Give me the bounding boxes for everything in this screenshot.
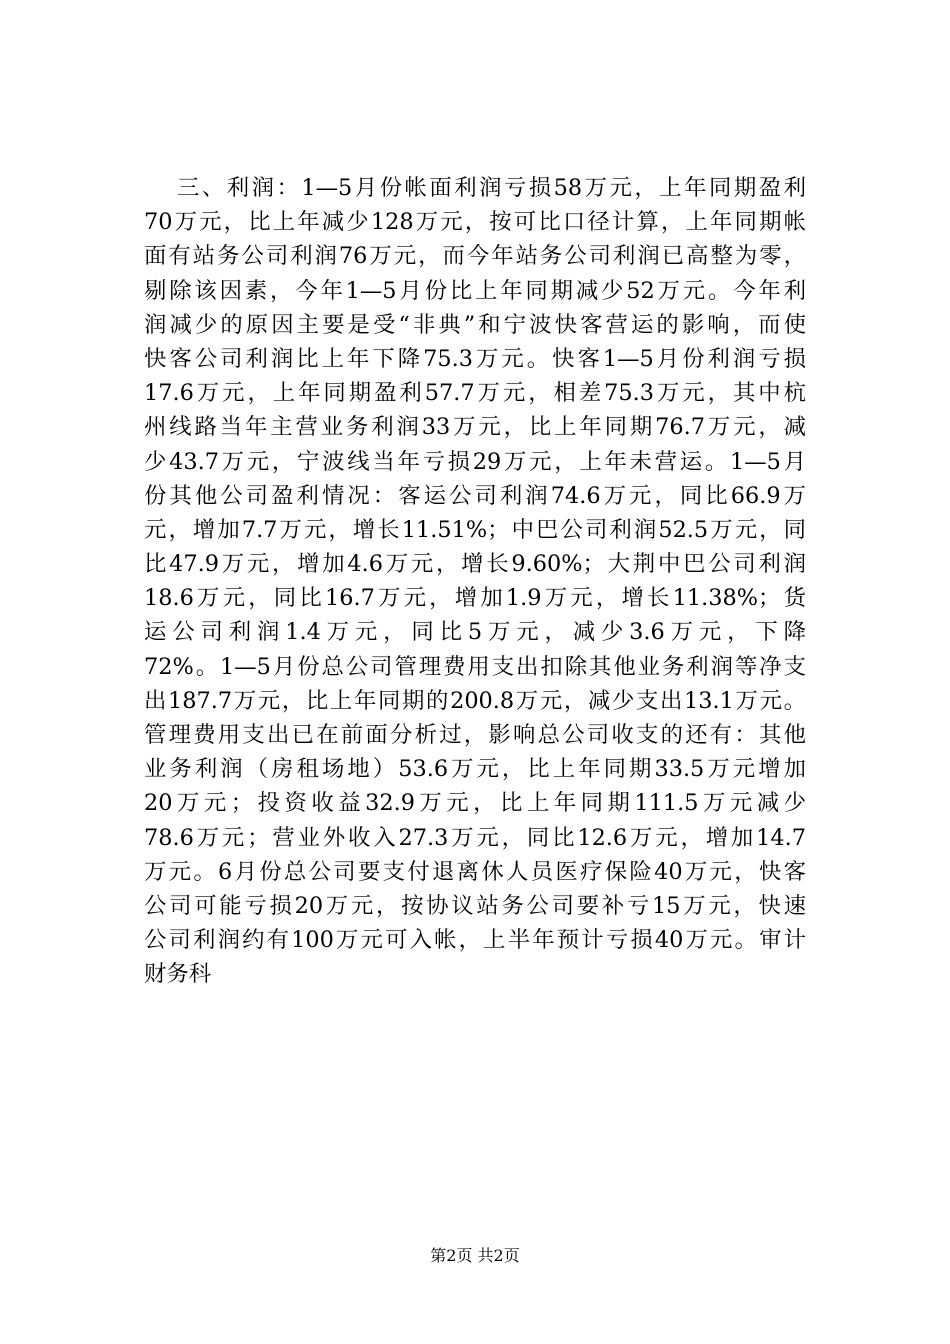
- paragraph-line: 公司利润约有100万元可入帐，上半年预计亏损40万元。审计: [144, 927, 806, 954]
- paragraph-line: 20万元；投资收益32.9万元，比上年同期111.5万元减少: [144, 790, 806, 817]
- paragraph-line: 润减少的原因主要是受“非典”和宁波快客营运的影响，而使: [144, 311, 806, 338]
- paragraph-line: 比47.9万元，增加4.6万元，增长9.60%；大荆中巴公司利润: [144, 551, 806, 578]
- paragraph-line: 出187.7万元，比上年同期的200.8万元，减少支出13.1万元。: [144, 687, 806, 714]
- paragraph-line: 面有站务公司利润76万元，而今年站务公司利润已高整为零，: [144, 243, 806, 270]
- paragraph-line: 财务科: [144, 961, 212, 988]
- paragraph-line: 少43.7万元，宁波线当年亏损29万元，上年未营运。1—5月: [144, 448, 806, 475]
- page-number-label: 第2页 共2页: [430, 1246, 520, 1265]
- paragraph-line: 州线路当年主营业务利润33万元，比上年同期76.7万元，减: [144, 414, 806, 441]
- paragraph-line: 公司可能亏损20万元，按协议站务公司要补亏15万元，快速: [144, 892, 806, 919]
- paragraph-line: 快客公司利润比上年下降75.3万元。快客1—5月份利润亏损: [144, 345, 806, 372]
- page-footer: [0, 1244, 950, 1268]
- paragraph-line: 78.6万元；营业外收入27.3万元，同比12.6万元，增加14.7: [144, 824, 806, 851]
- paragraph-line: 元，增加7.7万元，增长11.51%；中巴公司利润52.5万元，同: [144, 516, 806, 543]
- paragraph-line: 份其他公司盈利情况：客运公司利润74.6万元，同比66.9万: [144, 482, 806, 509]
- paragraph-line: 运公司利润1.4万元，同比5万元，减少3.6万元，下降: [144, 619, 806, 646]
- paragraph-line: 管理费用支出已在前面分析过，影响总公司收支的还有：其他: [144, 722, 806, 748]
- paragraph-line: 三、利润：1—5月份帐面利润亏损58万元，上年同期盈利: [177, 175, 806, 201]
- paragraph-line: 70万元，比上年减少128万元，按可比口径计算，上年同期帐: [144, 209, 806, 236]
- paragraph-line: 18.6万元，同比16.7万元，增加1.9万元，增长11.38%；货: [144, 585, 806, 612]
- paragraph-line: 业务利润（房租场地）53.6万元，比上年同期33.5万元增加: [144, 756, 806, 783]
- paragraph-line: 72%。1—5月份总公司管理费用支出扣除其他业务利润等净支: [144, 653, 806, 680]
- paragraph-line: 17.6万元，上年同期盈利57.7万元，相差75.3万元，其中杭: [144, 380, 806, 407]
- body-paragraph: [144, 171, 806, 992]
- paragraph-line: 万元。6月份总公司要支付退离休人员医疗保险40万元，快客: [144, 858, 806, 885]
- paragraph-line: 剔除该因素，今年1—5月份比上年同期减少52万元。今年利: [144, 277, 806, 304]
